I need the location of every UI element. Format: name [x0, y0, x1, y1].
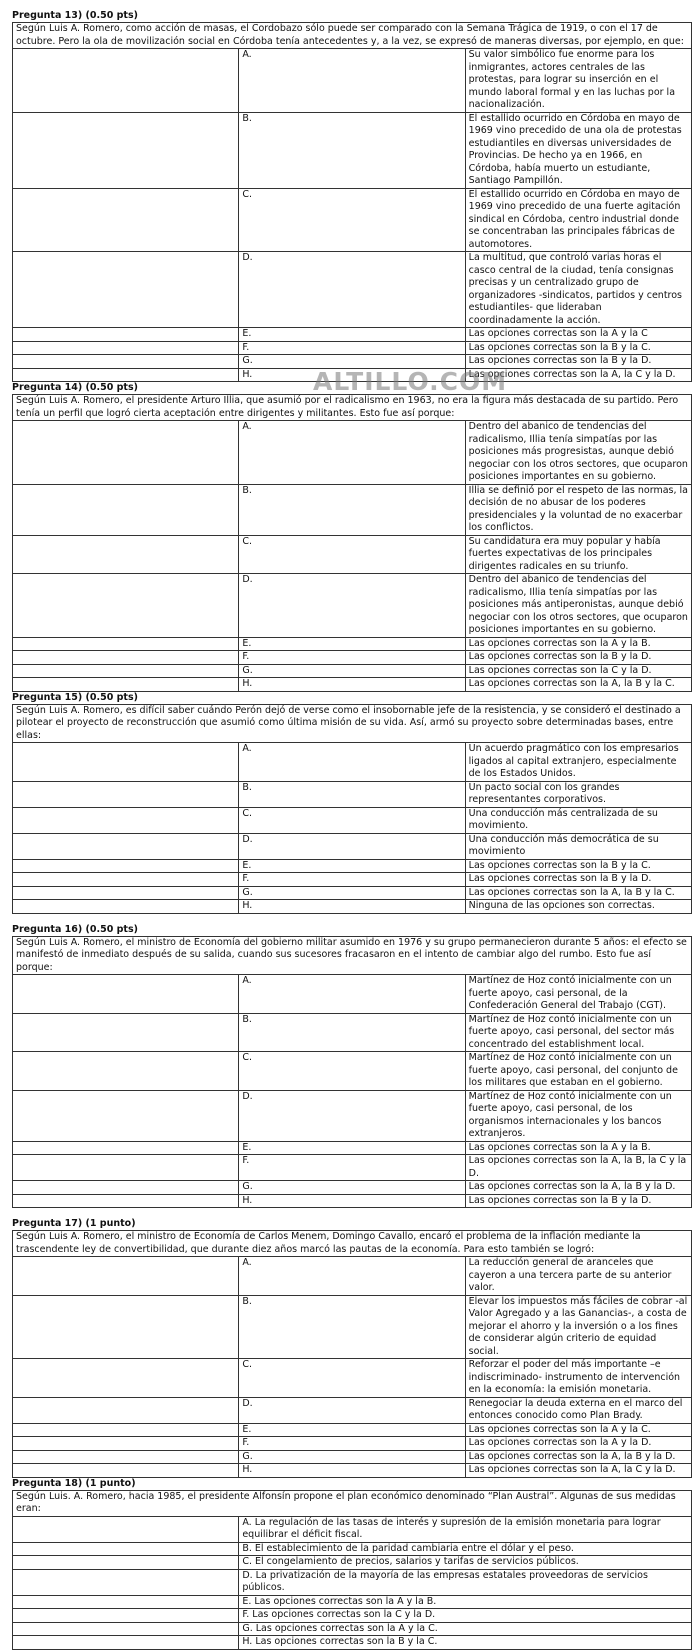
option-text: Las opciones correctas son la A y la B.: [465, 1141, 691, 1155]
option-row: [13, 1090, 692, 1141]
option-indent: [13, 1257, 239, 1296]
option-indent: [13, 833, 239, 859]
option-letter: E.: [239, 328, 465, 342]
exam-page: [12, 10, 692, 1650]
option-indent: [13, 1423, 239, 1437]
option-letter: C.: [239, 188, 465, 252]
option-text: Las opciones correctas son la A, la C y la D.: [465, 1464, 691, 1478]
option-text: Una conducción más centralizada de su movimiento.: [465, 807, 691, 833]
option-indent: [13, 807, 239, 833]
option-row: [13, 886, 692, 900]
option-letter: F.: [239, 873, 465, 887]
option-row: [13, 1295, 692, 1359]
question-title: Pregunta 13) (0.50 pts): [12, 10, 138, 21]
option-row: [13, 1423, 692, 1437]
question-stem: Según Luis A. Romero, el presidente Arturo Illia, que asumió por el radicalismo en 1963, no era la figura más destacada de su partido. Pero tenía un perfil que logró cierta aceptación entre dirigentes y militantes. Esto fue así porque:: [13, 395, 692, 421]
option-text: Martínez de Hoz contó inicialmente con un fuerte apoyo, casi personal, del conjunto de los militares que estaban en el gobierno.: [465, 1052, 691, 1091]
option-indent: [13, 1194, 239, 1208]
option-indent: [13, 1569, 239, 1595]
option-letter: E.: [239, 1141, 465, 1155]
option-row: [13, 1542, 692, 1556]
question-table: [12, 704, 692, 914]
option-text: Las opciones correctas son la B y la D.: [465, 1194, 691, 1208]
option-row: [13, 1257, 692, 1296]
option-row: [13, 421, 692, 485]
option-letter: E.: [239, 1423, 465, 1437]
option-text: Su candidatura era muy popular y había fuertes expectativas de los principales dirigentes radicales en su triunfo.: [465, 535, 691, 574]
option-indent: [13, 1636, 239, 1650]
option-indent: [13, 368, 239, 382]
question-table: [12, 394, 692, 692]
option-text: Las opciones correctas son la A y la D.: [465, 1437, 691, 1451]
option-text: Dentro del abanico de tendencias del radicalismo, Illia tenía simpatías por las posiciones más antiperonistas, aunque debió negociar con los otros sectores, que ocuparon posiciones importantes en su gobierno.: [465, 574, 691, 638]
option-letter: H.: [239, 368, 465, 382]
option-indent: [13, 1595, 239, 1609]
option-letter: F.: [239, 651, 465, 665]
option-letter: A.: [239, 421, 465, 485]
option-text: Las opciones correctas son la A y la B.: [465, 637, 691, 651]
option-letter: C.: [239, 1359, 465, 1398]
option-indent: [13, 1622, 239, 1636]
option-letter: F.: [239, 341, 465, 355]
question-table: [12, 936, 692, 1209]
option-text: Martínez de Hoz contó inicialmente con un fuerte apoyo, casi personal, de los organismos internacionales y los bancos extranjeros.: [465, 1090, 691, 1141]
option-indent: [13, 900, 239, 914]
question-stem: Según Luis A. Romero, el ministro de Economía del gobierno militar asumido en 1976 y su grupo permanecieron durante 5 años: el efecto se manifestó de inmediato después de su salida, cuando sus sucesores fracasaron en el intento de cambiar algo del rumbo. Esto fue así porque:: [13, 936, 692, 975]
option-indent: [13, 1437, 239, 1451]
option-indent: [13, 1295, 239, 1359]
option-indent: [13, 975, 239, 1014]
option-letter: C.: [239, 1052, 465, 1091]
question-stem: Según Luis A. Romero, es difícil saber cuándo Perón dejó de verse como el insobornable jefe de la resistencia, y se consideró el destinado a pilotear el proyecto de reconstrucción que asumió como última misión de su vida. Así, armó su proyecto sobre determinadas bases, entre ellas:: [13, 704, 692, 743]
question-title: Pregunta 14) (0.50 pts): [12, 382, 138, 393]
option-indent: [13, 1464, 239, 1478]
option-text: Las opciones correctas son la A, la B y la D.: [465, 1450, 691, 1464]
option-indent: [13, 188, 239, 252]
option-indent: [13, 678, 239, 692]
option-text: A. La regulación de las tasas de interés y supresión de la emisión monetaria para lograr equilibrar el déficit fiscal.: [239, 1516, 692, 1542]
option-text: Illia se definió por el respeto de las normas, la decisión de no abusar de los poderes presidenciales y la voluntad de no exacerbar los conflictos.: [465, 484, 691, 535]
option-letter: A.: [239, 975, 465, 1014]
question-table: [12, 1490, 692, 1650]
option-letter: B.: [239, 112, 465, 188]
option-indent: [13, 328, 239, 342]
option-row: [13, 1052, 692, 1091]
option-letter: B.: [239, 1013, 465, 1052]
option-indent: [13, 1609, 239, 1623]
option-indent: [13, 1013, 239, 1052]
option-indent: [13, 484, 239, 535]
option-text: El estallido ocurrido en Córdoba en mayo de 1969 vino precedido de una fuerte agitación sindical en Córdoba, centro industrial donde se concentraban las principales fábricas de automotores.: [465, 188, 691, 252]
option-letter: E.: [239, 859, 465, 873]
option-text: Las opciones correctas son la B y la C.: [465, 341, 691, 355]
option-letter: H.: [239, 900, 465, 914]
option-row: [13, 355, 692, 369]
option-row: [13, 900, 692, 914]
option-row: [13, 637, 692, 651]
option-indent: [13, 1181, 239, 1195]
option-row: [13, 1155, 692, 1181]
option-letter: F.: [239, 1155, 465, 1181]
option-indent: [13, 886, 239, 900]
option-letter: B.: [239, 781, 465, 807]
option-row: [13, 859, 692, 873]
option-row: [13, 1013, 692, 1052]
option-row: [13, 1556, 692, 1570]
option-letter: H.: [239, 1194, 465, 1208]
question-title: Pregunta 17) (1 punto): [12, 1218, 136, 1229]
option-letter: B.: [239, 484, 465, 535]
option-indent: [13, 743, 239, 782]
option-text: Martínez de Hoz contó inicialmente con un fuerte apoyo, casi personal, del sector más concentrado del establishment local.: [465, 1013, 691, 1052]
option-text: Las opciones correctas son la C y la D.: [465, 664, 691, 678]
option-text: Las opciones correctas son la B y la D.: [465, 355, 691, 369]
question-title: Pregunta 18) (1 punto): [12, 1477, 136, 1489]
question-table: [12, 1230, 692, 1478]
option-indent: [13, 574, 239, 638]
question-spacer: [12, 914, 692, 924]
option-indent: [13, 873, 239, 887]
option-row: [13, 651, 692, 665]
option-row: [13, 1141, 692, 1155]
option-row: [13, 781, 692, 807]
option-text: Las opciones correctas son la A, la B y la D.: [465, 1181, 691, 1195]
option-text: Las opciones correctas son la A, la C y la D.: [465, 368, 691, 382]
option-row: [13, 49, 692, 113]
option-row: [13, 1516, 692, 1542]
option-text: Su valor simbólico fue enorme para los inmigrantes, actores centrales de las protestas, para lograr su inserción en el mundo laboral formal y en las luchas por la nacionalización.: [465, 49, 691, 113]
option-letter: F.: [239, 1437, 465, 1451]
option-indent: [13, 1359, 239, 1398]
question-stem: Según Luis. A. Romero, hacia 1985, el presidente Alfonsín propone el plan económico denominado “Plan Austral”. Algunas de sus medidas eran:: [13, 1490, 692, 1516]
question-stem: Según Luis A. Romero, el ministro de Economía de Carlos Menem, Domingo Cavallo, encaró el problema de la inflación mediante la trascendente ley de convertibilidad, que durante diez años marcó las pautas de la economía. Para esto también se logró:: [13, 1231, 692, 1257]
option-indent: [13, 651, 239, 665]
option-row: [13, 341, 692, 355]
option-row: [13, 1569, 692, 1595]
option-indent: [13, 1155, 239, 1181]
option-indent: [13, 49, 239, 113]
option-row: [13, 1437, 692, 1451]
option-indent: [13, 859, 239, 873]
option-indent: [13, 637, 239, 651]
option-text: Las opciones correctas son la A, la B, la C y la D.: [465, 1155, 691, 1181]
option-indent: [13, 252, 239, 328]
question-block: [12, 692, 692, 914]
option-letter: G.: [239, 355, 465, 369]
option-text: Las opciones correctas son la B y la D.: [465, 651, 691, 665]
option-letter: C.: [239, 535, 465, 574]
option-text: Reforzar el poder del más importante –e indiscriminado- instrumento de intervención en la economía: la emisión monetaria.: [465, 1359, 691, 1398]
option-row: [13, 678, 692, 692]
option-row: [13, 975, 692, 1014]
option-row: [13, 252, 692, 328]
question-block: [12, 1478, 692, 1650]
option-row: [13, 1450, 692, 1464]
option-text: F. Las opciones correctas son la C y la D.: [239, 1609, 692, 1623]
question-title: Pregunta 16) (0.50 pts): [12, 923, 138, 935]
option-text: Un pacto social con los grandes representantes corporativos.: [465, 781, 691, 807]
option-row: [13, 1181, 692, 1195]
option-letter: B.: [239, 1295, 465, 1359]
option-letter: G.: [239, 1181, 465, 1195]
option-text: D. La privatización de la mayoría de las empresas estatales proveedoras de servicios públicos.: [239, 1569, 692, 1595]
option-text: Un acuerdo pragmático con los empresarios ligados al capital extranjero, especialmente de los Estados Unidos.: [465, 743, 691, 782]
option-row: [13, 535, 692, 574]
option-text: La multitud, que controló varias horas el casco central de la ciudad, tenía consignas precisas y un centralizado grupo de organizadores -sindicatos, partidos y centros estudiantiles- que lideraban coordinadamente la acción.: [465, 252, 691, 328]
question-block: [12, 924, 692, 1209]
option-text: El estallido ocurrido en Córdoba en mayo de 1969 vino precedido de una ola de protestas estudiantiles en diversas universidades de Provincias. De hecho ya en 1966, en Córdoba, había muerto un estudiante, Santiago Pampillón.: [465, 112, 691, 188]
option-text: Las opciones correctas son la B y la D.: [465, 873, 691, 887]
option-indent: [13, 1556, 239, 1570]
option-indent: [13, 112, 239, 188]
question-table: [12, 22, 692, 382]
option-letter: G.: [239, 886, 465, 900]
option-indent: [13, 1090, 239, 1141]
option-row: [13, 1595, 692, 1609]
question-block: [12, 1218, 692, 1478]
option-indent: [13, 1397, 239, 1423]
option-letter: A.: [239, 49, 465, 113]
option-indent: [13, 341, 239, 355]
option-row: [13, 328, 692, 342]
option-letter: A.: [239, 743, 465, 782]
question-block: [12, 10, 692, 382]
option-row: [13, 484, 692, 535]
option-row: [13, 188, 692, 252]
option-row: [13, 743, 692, 782]
option-text: Las opciones correctas son la A y la C.: [465, 1423, 691, 1437]
option-letter: D.: [239, 1090, 465, 1141]
option-row: [13, 1359, 692, 1398]
option-text: Renegociar la deuda externa en el marco del entonces conocido como Plan Brady.: [465, 1397, 691, 1423]
option-text: Elevar los impuestos más fáciles de cobrar -al Valor Agregado y a las Ganancias-, a costa de mejorar el ahorro y la inversión o a los fines de considerar algún criterio de equidad social.: [465, 1295, 691, 1359]
option-text: Una conducción más democrática de su movimiento: [465, 833, 691, 859]
option-letter: G.: [239, 1450, 465, 1464]
watermark: ALTILLO.COM: [313, 367, 508, 396]
option-row: [13, 664, 692, 678]
option-letter: H.: [239, 678, 465, 692]
option-row: [13, 873, 692, 887]
option-text: Las opciones correctas son la B y la C.: [465, 859, 691, 873]
option-text: G. Las opciones correctas son la A y la C.: [239, 1622, 692, 1636]
option-row: [13, 1397, 692, 1423]
option-indent: [13, 1141, 239, 1155]
option-letter: G.: [239, 664, 465, 678]
question-block: [12, 382, 692, 692]
option-indent: [13, 1052, 239, 1091]
option-letter: E.: [239, 637, 465, 651]
option-letter: D.: [239, 574, 465, 638]
option-row: [13, 574, 692, 638]
option-text: C. El congelamiento de precios, salarios y tarifas de servicios públicos.: [239, 1556, 692, 1570]
option-row: [13, 1622, 692, 1636]
question-title: Pregunta 15) (0.50 pts): [12, 691, 138, 703]
option-text: Las opciones correctas son la A y la C: [465, 328, 691, 342]
option-indent: [13, 355, 239, 369]
option-indent: [13, 421, 239, 485]
option-letter: C.: [239, 807, 465, 833]
option-indent: [13, 781, 239, 807]
option-text: Martínez de Hoz contó inicialmente con un fuerte apoyo, casi personal, de la Confederación General del Trabajo (CGT).: [465, 975, 691, 1014]
option-indent: [13, 664, 239, 678]
option-indent: [13, 1542, 239, 1556]
option-text: H. Las opciones correctas son la B y la C.: [239, 1636, 692, 1650]
option-letter: D.: [239, 252, 465, 328]
option-row: [13, 1194, 692, 1208]
option-indent: [13, 535, 239, 574]
option-row: [13, 112, 692, 188]
option-text: Dentro del abanico de tendencias del radicalismo, Illia tenía simpatías por las posiciones más progresistas, aunque debió negociar con los otros sectores, que ocuparon posiciones importantes en su gobierno.: [465, 421, 691, 485]
option-letter: A.: [239, 1257, 465, 1296]
option-letter: H.: [239, 1464, 465, 1478]
option-text: B. El establecimiento de la paridad cambiaria entre el dólar y el peso.: [239, 1542, 692, 1556]
option-row: [13, 807, 692, 833]
option-letter: D.: [239, 1397, 465, 1423]
option-text: La reducción general de aranceles que cayeron a una tercera parte de su anterior valor.: [465, 1257, 691, 1296]
option-text: Ninguna de las opciones son correctas.: [465, 900, 691, 914]
option-indent: [13, 1450, 239, 1464]
option-text: Las opciones correctas son la A, la B y la C.: [465, 678, 691, 692]
option-row: [13, 1636, 692, 1650]
option-text: Las opciones correctas son la A, la B y la C.: [465, 886, 691, 900]
option-letter: D.: [239, 833, 465, 859]
option-row: [13, 1464, 692, 1478]
question-spacer: [12, 1208, 692, 1218]
option-indent: [13, 1516, 239, 1542]
option-text: E. Las opciones correctas son la A y la B.: [239, 1595, 692, 1609]
question-stem: Según Luis A. Romero, como acción de masas, el Cordobazo sólo puede ser comparado con la Semana Trágica de 1919, o con el 17 de octubre. Pero la ola de movilización social en Córdoba tenía antecedentes y, a la vez, se expresó de maneras diversas, por ejemplo, en que:: [13, 23, 692, 49]
option-row: [13, 833, 692, 859]
option-row: [13, 1609, 692, 1623]
